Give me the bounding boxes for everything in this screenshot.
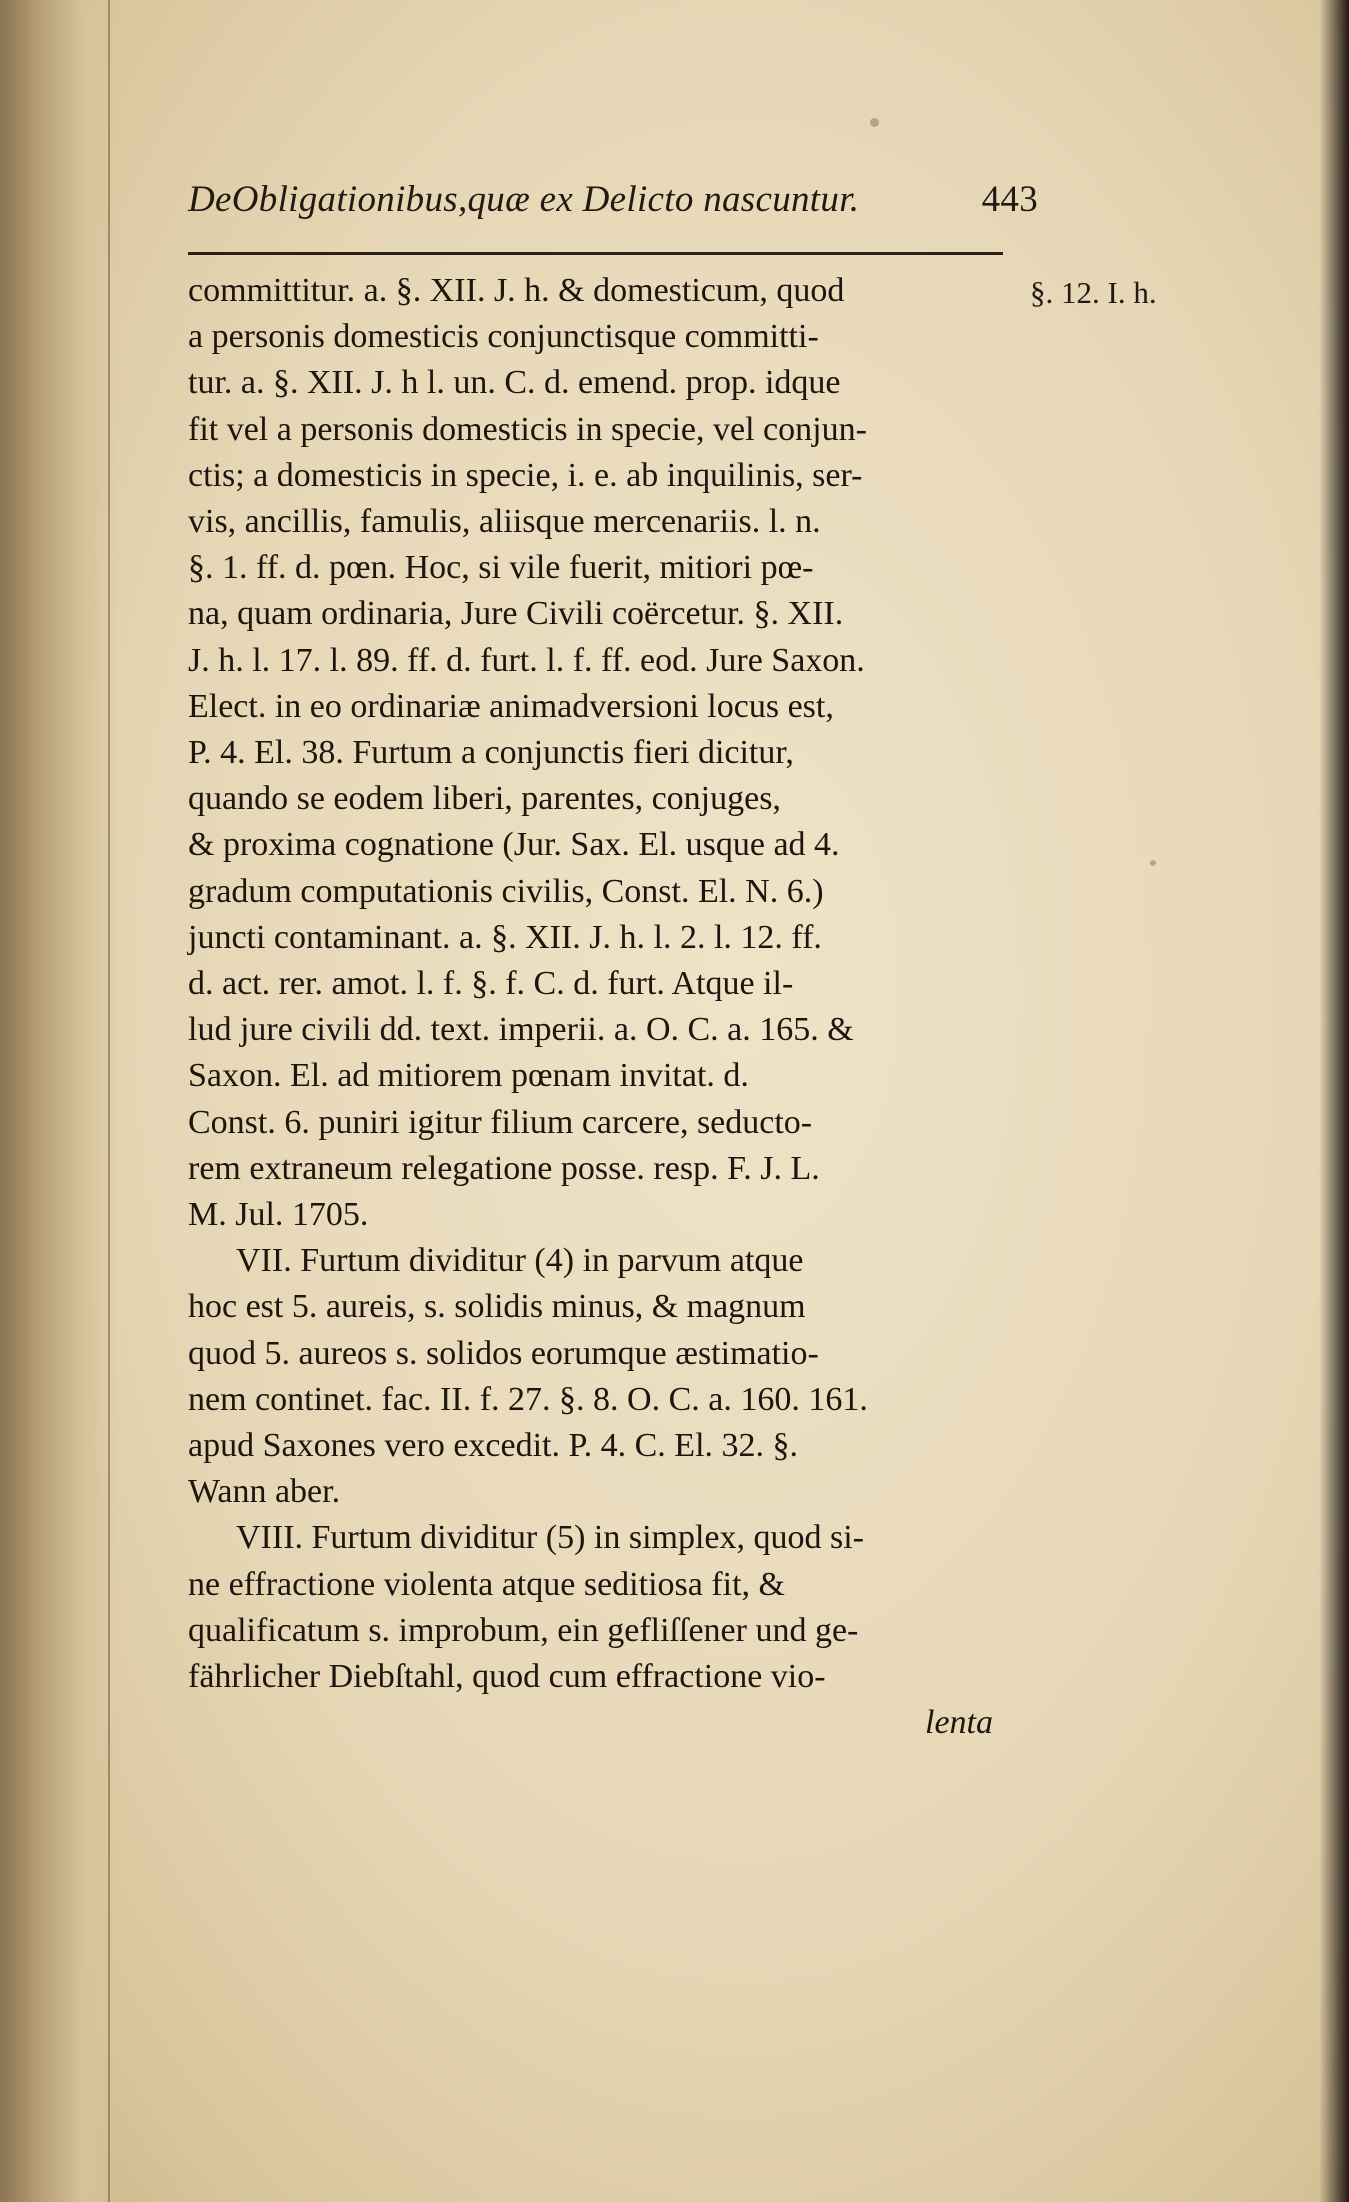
text-line: lud jure civili dd. text. imperii. a. O. C. a. 165. & (188, 1011, 854, 1049)
text-line: Wann aber. (188, 1473, 341, 1511)
page-edge-shadow (1319, 0, 1349, 2202)
running-title: DeObligationibus,quæ ex Delicto nascuntur. (188, 179, 860, 220)
body-text (188, 268, 1048, 1747)
running-header (188, 178, 1038, 238)
text-line: J. h. l. 17. l. 89. ff. d. furt. l. f. ff. eod. Jure Saxon. (188, 641, 865, 679)
text-line: d. act. rer. amot. l. f. §. f. C. d. furt. Atque il- (188, 965, 794, 1003)
text-line: tur. a. §. XII. J. h l. un. C. d. emend. prop. idque (188, 364, 841, 402)
text-line: qualificatum s. improbum, ein gefliſſener und ge- (188, 1611, 859, 1649)
text-line: M. Jul. 1705. (188, 1196, 369, 1234)
paragraph-start: VIII. Furtum dividitur (5) in simplex, quod si- (236, 1519, 865, 1557)
text-line: rem extraneum relegatione posse. resp. F. J. L. (188, 1149, 820, 1187)
text-line: fit vel a personis domesticis in specie, vel conjun- (188, 410, 867, 448)
text-line: quod 5. aureos s. solidos eorumque æstimatio- (188, 1334, 819, 1372)
gutter-fold (108, 0, 110, 2202)
header-rule (188, 252, 1003, 255)
text-line: P. 4. El. 38. Furtum a conjunctis fieri dicitur, (188, 734, 794, 772)
paper-spot (870, 118, 879, 127)
paper-spot (1150, 860, 1156, 866)
text-line: nem continet. fac. II. f. 27. §. 8. O. C. a. 160. 161. (188, 1380, 868, 1418)
text-line: gradum computationis civilis, Const. El. N. 6.) (188, 872, 824, 910)
text-line: fährlicher Diebſtahl, quod cum effractione vio- (188, 1658, 826, 1696)
text-line: Saxon. El. ad mitiorem pœnam invitat. d. (188, 1057, 749, 1095)
margin-note: §. 12. I. h. (1030, 275, 1157, 310)
text-line: hoc est 5. aureis, s. solidis minus, & magnum (188, 1288, 806, 1326)
text-line: vis, ancillis, famulis, aliisque mercenariis. l. n. (188, 503, 821, 541)
text-line: ctis; a domesticis in specie, i. e. ab inquilinis, ser- (188, 456, 863, 494)
text-line: apud Saxones vero excedit. P. 4. C. El. 32. §. (188, 1427, 799, 1465)
text-line: a personis domesticis conjunctisque committi- (188, 318, 819, 356)
text-line: quando se eodem liberi, parentes, conjuges, (188, 780, 781, 818)
book-gutter (0, 0, 120, 2202)
text-line: juncti contaminant. a. §. XII. J. h. l. 2. l. 12. ff. (188, 918, 822, 956)
text-line: & proxima cognatione (Jur. Sax. El. usque ad 4. (188, 826, 840, 864)
text-line: na, quam ordinaria, Jure Civili coërcetur. §. XII. (188, 595, 844, 633)
text-line: Const. 6. puniri igitur filium carcere, seducto- (188, 1103, 813, 1141)
text-line: committitur. a. §. XII. J. h. & domesticum, quod (188, 272, 845, 309)
text-line: §. 1. ff. d. pœn. Hoc, si vile fuerit, mitiori pœ- (188, 549, 814, 587)
page-number: 443 (981, 179, 1038, 220)
text-line: ne effractione violenta atque seditiosa fit, & (188, 1565, 785, 1603)
catchword: lenta (925, 1704, 993, 1742)
text-line: Elect. in eo ordinariæ animadversioni locus est, (188, 687, 834, 725)
paragraph-start: VII. Furtum dividitur (4) in parvum atque (236, 1242, 804, 1280)
